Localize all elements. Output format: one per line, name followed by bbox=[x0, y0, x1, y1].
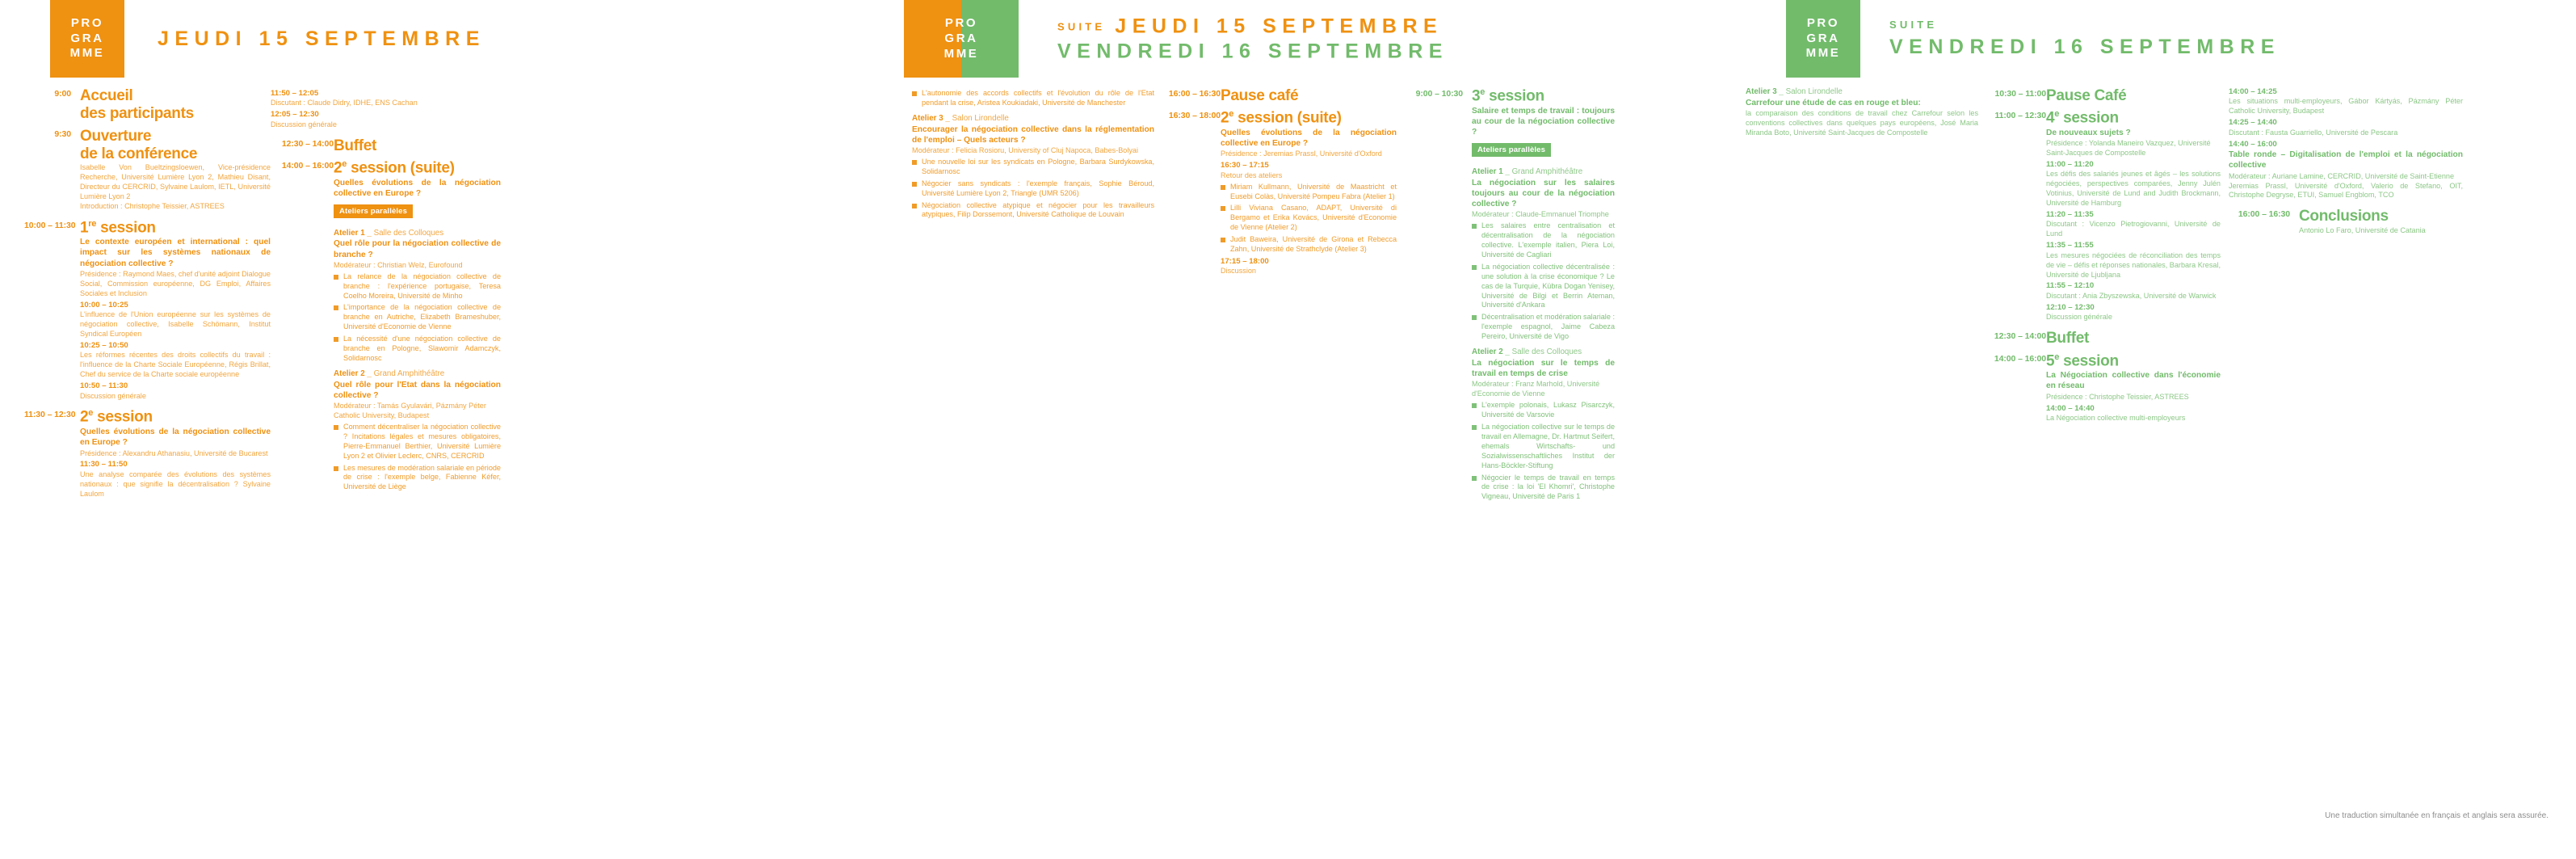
subtitle-session-5: La Négociation collective dans l'économie en réseau bbox=[2046, 371, 2221, 391]
slot-text-9: Les mesures négociées de réconciliation des temps de vie – défis et réponses nationales, Barbara Kresal, Université de Ljubljana bbox=[2046, 251, 2221, 279]
slot-time-8: 11:20 – 11:35 bbox=[2046, 210, 2094, 220]
list-item: Lilli Viviana Casano, ADAPT, Université di Bergamo et Erika Kovács, Université d'Economie de Vienne (Atelier 2) bbox=[1221, 204, 1397, 233]
title-conclusions: Conclusions bbox=[2299, 208, 2389, 225]
list-item: Judit Baweira, Université de Girona et Rebecca Zahn, Université de Strathclyde (Atelier 3) bbox=[1221, 235, 1397, 255]
slot-text-10: Discutant : Ania Zbyszewska, Université de Warwick bbox=[2046, 291, 2217, 300]
slot-time-4: 11:30 – 11:50 bbox=[80, 460, 128, 470]
entry-session-2-suite-b bbox=[1159, 109, 1397, 276]
table-ronde-speakers: Jeremias Prassl, Université d'Oxford, Valerio de Stefano, OIT, Christophe Degryse, ETUI, Samuel Engblom, TCO bbox=[2229, 181, 2463, 200]
entry-session-2-suite bbox=[271, 159, 501, 495]
thursday-continued-bullets bbox=[912, 89, 1154, 108]
time-session-3: 9:00 – 10:30 bbox=[1415, 89, 1463, 99]
time-pause-cafe-thursday: 16:00 – 16:30 bbox=[1168, 89, 1221, 99]
entry-session-3 bbox=[1405, 87, 1615, 504]
list-item: Les mesures de modération salariale en période de crise : l'exemple belge, Fabienne Kéfer, Université de Liège bbox=[334, 464, 501, 493]
title-pause-cafe-thursday: Pause café bbox=[1221, 87, 1299, 104]
table-ronde-title: Table ronde – Digitalisation de l'emploi et la négociation collective bbox=[2229, 150, 2463, 171]
logo-line-3: MME bbox=[943, 46, 979, 61]
programme-logo bbox=[1786, 0, 1860, 78]
atelier-1-bullets bbox=[334, 272, 501, 364]
friday-atelier-3-body: la comparaison des conditions de travail chez Carrefour selon les conventions collectives dans quelques pays européens, José Maria Miranda Boto, Université Saint-Jacques de Compostelle bbox=[1746, 108, 1978, 137]
presidence-session-4: Présidence : Yolanda Maneiro Vazquez, Université Saint-Jacques de Compostelle bbox=[2046, 139, 2211, 158]
translation-notice: Une traduction simultanée en français et anglais sera assurée. bbox=[2325, 811, 2549, 820]
title-session-2: 2e session bbox=[80, 408, 153, 426]
slot-time-9: 11:35 – 11:55 bbox=[2046, 241, 2094, 251]
suite-label: SUITE bbox=[1889, 18, 1938, 31]
list-item: La relance de la négociation collective de branche : l'expérience portugaise, Teresa Coelho Moreira, Université de Minho bbox=[334, 272, 501, 301]
slot-text-7: Les défis des salariés jeunes et âgés – les solutions négociées, perspectives comparées, Jenny Julén Votinius, Université de Lund and Judith Brockmann, Université de Hamburg bbox=[2046, 170, 2221, 208]
header-date-friday-suite: VENDREDI 16 SEPTEMBRE bbox=[1889, 35, 2280, 58]
friday-atelier-1-moderator: Modérateur : Claude-Emmanuel Triomphe bbox=[1472, 210, 1609, 219]
time-conclusions: 16:00 – 16:30 bbox=[2238, 209, 2290, 220]
programme-logo bbox=[50, 0, 124, 78]
list-item: Miriam Kullmann, Université de Maastricht et Eusebi Colàs, Université Pompeu Fabra (Atelier 1) bbox=[1221, 183, 1397, 202]
entry-buffet-thursday bbox=[271, 137, 501, 155]
programme-logo bbox=[904, 0, 1019, 78]
panel-thursday-friday bbox=[904, 0, 1736, 859]
subtitle-session-4: De nouveaux sujets ? bbox=[2046, 128, 2131, 137]
badge-ateliers-paralleles-2: Ateliers parallèles bbox=[1472, 143, 1551, 157]
presidence-session-5: Présidence : Christophe Teissier, ASTREES bbox=[2046, 392, 2189, 401]
list-item: Les salaires entre centralisation et décentralisation de la négociation collective. L'exemple italien, Piera Loi, Université de Cagliari bbox=[1472, 221, 1615, 260]
suite-label: SUITE bbox=[1057, 20, 1106, 33]
logo-line-1: PRO bbox=[70, 15, 104, 30]
friday-atelier-1-bullets bbox=[1472, 221, 1615, 342]
title-session-2-suite: 2e session (suite) bbox=[334, 159, 455, 177]
time-session-2: 11:30 – 12:30 bbox=[24, 410, 76, 420]
slot-time-12: 14:00 – 14:40 bbox=[2046, 403, 2095, 413]
header-title-thursday-friday bbox=[1057, 15, 1448, 64]
list-item: Décentralisation et modération salariale : l'exemple espagnol, Jaime Cabeza Pereiro, Université de Vigo bbox=[1472, 313, 1615, 342]
badge-ateliers-paralleles-1: Ateliers parallèles bbox=[334, 204, 413, 218]
header-date-thursday: JEUDI 15 SEPTEMBRE bbox=[158, 27, 485, 50]
friday-atelier-2-head: Atelier 2 _ Salle des Colloques bbox=[1472, 347, 1582, 357]
logo-line-2: GRA bbox=[1806, 31, 1840, 45]
slot-text-3: Discussion générale bbox=[80, 391, 146, 400]
atelier-3-moderator: Modérateur : Felicia Rosioru, University of Cluj Napoca, Babes-Bolyai bbox=[912, 146, 1139, 155]
time-session-2-suite: 14:00 – 16:00 bbox=[281, 161, 334, 171]
slot-text-4: Une analyse comparée des évolutions des systèmes nationaux : que signifie la décentralisation ? Sylvaine Laulom bbox=[80, 470, 271, 498]
header-date-thursday-suite: SUITE JEUDI 15 SEPTEMBRE bbox=[1057, 15, 1443, 38]
list-item: L'autonomie des accords collectifs et l'évolution du rôle de l'Etat pendant la crise, Aristea Koukiadaki, Université de Manchester bbox=[912, 89, 1154, 108]
title-ouverture-line2: de la conférence bbox=[80, 145, 198, 162]
slot-time-retour: 16:30 – 17:15 bbox=[1221, 161, 1269, 171]
list-item: Comment décentraliser la négociation collective ? Incitations légales et mesures obligatoires, Pierre-Emmanuel Berthier, Université Lumière Lyon 2 et Olivier Leclerc, CNRS, CERCRID bbox=[334, 423, 501, 461]
list-item: Négociation collective atypique et négocier pour les travailleurs atypiques, Filip Dorssemont, Université Catholique de Louvain bbox=[912, 201, 1154, 221]
subtitle-session-3: Salaire et temps de travail : toujours au cour de la négociation collective ? bbox=[1472, 106, 1615, 137]
time-session-1: 10:00 – 11:30 bbox=[24, 220, 76, 230]
panel-friday bbox=[1736, 0, 2576, 859]
atelier-1-title: Quel rôle pour la négociation collective de branche ? bbox=[334, 239, 501, 259]
subtitle-session-2-suite-b: Quelles évolutions de la négociation collective en Europe ? bbox=[1221, 128, 1397, 149]
atelier-1-head: Atelier 1 _ Salle des Colloques bbox=[334, 228, 444, 238]
panel-thursday bbox=[0, 0, 904, 859]
slot-text-8: Discutant : Vicenzo Pietrogiovanni, Université de Lund bbox=[2046, 220, 2221, 238]
title-session-3: 3e session bbox=[1472, 87, 1544, 105]
slot-text-14: Discutant : Fausta Guarriello, Université de Pescara bbox=[2229, 128, 2398, 137]
list-item: La nécessité d'une négociation collective de branche en Pologne, Slawomir Adamczyk, Solidarnosc bbox=[334, 335, 501, 364]
friday-atelier-2-bullets bbox=[1472, 401, 1615, 502]
slot-time-10: 11:55 – 12:10 bbox=[2046, 281, 2095, 291]
entry-session-2 bbox=[24, 408, 271, 499]
friday-atelier-2-title: La négociation sur le temps de travail en temps de crise bbox=[1472, 358, 1615, 379]
time-ouverture: 9:30 bbox=[54, 128, 71, 139]
list-item: L'importance de la négociation collective de branche en Autriche, Elizabeth Brameshuber, Université d'Economie de Vienne bbox=[334, 303, 501, 332]
table-ronde-moderator: Modérateur : Auriane Lamine, CERCRID, Université de Saint-Etienne bbox=[2229, 171, 2455, 180]
list-item: L'exemple polonais, Lukasz Pisarczyk, Université de Varsovie bbox=[1472, 401, 1615, 420]
friday-atelier-1-head: Atelier 1 _ Grand Amphithéâtre bbox=[1472, 166, 1583, 176]
header-title-thursday bbox=[158, 27, 485, 52]
slot-time-1: 10:00 – 10:25 bbox=[80, 300, 128, 309]
list-item: La négociation collective décentralisée : une solution à la crise économique ? Le cas de la Turquie, Kübra Dogan Yenisey, Université de Bilgi et Berrin Ateman, Université d'Ankara bbox=[1472, 263, 1615, 311]
subtitle-session-2-suite: Quelles évolutions de la négociation collective en Europe ? bbox=[334, 178, 501, 198]
slot-time-14: 14:25 – 14:40 bbox=[2229, 118, 2277, 128]
list-item: Une nouvelle loi sur les syndicats en Pologne, Barbara Surdykowska, Solidarnosc bbox=[912, 158, 1154, 177]
subtitle-session-1: Le contexte européen et international : quel impact sur les systèmes nationaux de négociation collective ? bbox=[80, 238, 271, 268]
logo-line-1: PRO bbox=[1806, 15, 1840, 30]
entry-session-5 bbox=[1985, 352, 2221, 423]
slot-time-13: 14:00 – 14:25 bbox=[2229, 87, 2277, 96]
column-8 bbox=[2221, 87, 2463, 423]
columns-thursday-friday bbox=[904, 78, 1736, 504]
time-session-5: 14:00 – 16:00 bbox=[1994, 353, 2046, 364]
column-5 bbox=[1397, 87, 1615, 504]
logo-line-2: GRA bbox=[70, 31, 104, 45]
title-accueil-line2: des participants bbox=[80, 105, 194, 123]
title-session-2-suite-b: 2e session (suite) bbox=[1221, 109, 1342, 127]
title-session-4: 4e session bbox=[2046, 109, 2119, 127]
slot-text-12: La Négociation collective multi-employeurs bbox=[2046, 413, 2186, 422]
title-pause-cafe-friday: Pause Café bbox=[2046, 87, 2127, 104]
column-6 bbox=[1736, 87, 1978, 423]
logo-line-2: GRA bbox=[944, 31, 978, 45]
columns-thursday bbox=[0, 78, 904, 499]
entry-accueil bbox=[24, 87, 271, 124]
friday-atelier-3-title: Carrefour une étude de cas en rouge et bleu: bbox=[1746, 98, 1921, 107]
title-session-1: 1re session bbox=[80, 218, 156, 236]
column-4 bbox=[1154, 87, 1397, 504]
atelier-1-moderator: Modérateur : Christian Welz, Eurofound bbox=[334, 260, 463, 269]
list-item: Négocier le temps de travail en temps de crise : la loi 'El Khomri', Christophe Vigneau, Université de Paris 1 bbox=[1472, 474, 1615, 503]
time-buffet-friday: 12:30 – 14:00 bbox=[1994, 331, 2046, 342]
ouverture-intro: Introduction : Christophe Teissier, ASTREES bbox=[80, 201, 225, 210]
column-1 bbox=[0, 87, 271, 499]
list-item: La négociation collective sur le temps de travail en Allemagne, Dr. Hartmut Seifert, ehemals Wirtschafts- und Sozialwissenschaftliches Institut der Hans-Böckler-Stiftung bbox=[1472, 423, 1615, 471]
presidence-session-2-suite-b: Présidence : Jeremias Prassl, Université d'Oxford bbox=[1221, 149, 1382, 158]
friday-atelier-1-title: La négociation sur les salaires toujours au cour de la négociation collective ? bbox=[1472, 178, 1615, 209]
ouverture-speakers: Isabelle Von Bueltzingsloewen, Vice-présidence Recherche, Université Lumière Lyon 2, Mathieu Disant, Directeur du CERCRID, Sylvaine Laulom, IETL, Université Lumière Lyon 2 bbox=[80, 163, 271, 200]
friday-atelier-3-head: Atelier 3 _ Salon Lirondelle bbox=[1746, 87, 1843, 96]
slot-time-5: 11:50 – 12:05 bbox=[271, 89, 319, 98]
column-3 bbox=[904, 87, 1154, 504]
slot-text-retour: Retour des ateliers bbox=[1221, 171, 1283, 179]
slot-time-discussion: 17:15 – 18:00 bbox=[1221, 256, 1269, 266]
title-session-5: 5e session bbox=[2046, 352, 2119, 369]
entry-pause-cafe-friday bbox=[1985, 87, 2221, 105]
title-accueil-line1: Accueil bbox=[80, 87, 133, 104]
slot-time-6: 12:05 – 12:30 bbox=[271, 110, 319, 120]
presidence-session-1: Présidence : Raymond Maes, chef d'unité adjoint Dialogue Social, Commission européenne, DG Emploi, Affaires Sociales et Inclusion bbox=[80, 269, 271, 297]
slot-text-discussion: Discussion bbox=[1221, 267, 1256, 276]
panel-header-friday bbox=[1736, 0, 2576, 78]
atelier-2-title: Quel rôle pour l'Etat dans la négociation collective ? bbox=[334, 380, 501, 400]
atelier-3-head: Atelier 3 _ Salon Lirondelle bbox=[912, 113, 1009, 123]
time-pause-cafe-friday: 10:30 – 11:00 bbox=[1994, 89, 2046, 99]
column-7 bbox=[1978, 87, 2221, 423]
slot-text-5: Discutant : Claude Didry, IDHE, ENS Cachan bbox=[271, 99, 418, 107]
panel-header-thursday bbox=[0, 0, 904, 78]
title-buffet-friday: Buffet bbox=[2046, 330, 2090, 347]
conclusions-speaker: Antonio Lo Faro, Université de Catania bbox=[2299, 225, 2426, 234]
logo-line-3: MME bbox=[1805, 46, 1841, 61]
list-item: Négocier sans syndicats : l'exemple français, Sophie Béroud, Université Lumière Lyon 2, Triangle (UMR 5206) bbox=[912, 179, 1154, 199]
time-session-4: 11:00 – 12:30 bbox=[1994, 111, 2046, 121]
slot-time-7: 11:00 – 11:20 bbox=[2046, 159, 2094, 169]
entry-session-4 bbox=[1985, 109, 2221, 322]
atelier-3-bullets bbox=[912, 158, 1154, 220]
entry-buffet-friday bbox=[1985, 330, 2221, 347]
slot-text-1: L'influence de l'Union européenne sur les systèmes de négociation collective, Isabelle Schömann, Institut Syndical Européen bbox=[80, 310, 271, 338]
atelier-2-moderator: Modérateur : Tamás Gyulavári, Pázmány Péter Catholic University, Budapest bbox=[334, 402, 486, 420]
header-date-friday: VENDREDI 16 SEPTEMBRE bbox=[1057, 40, 1448, 62]
presidence-session-2: Présidence : Alexandru Athanasiu, Université de Bucarest bbox=[80, 448, 268, 457]
slot-time-3: 10:50 – 11:30 bbox=[80, 381, 128, 391]
time-accueil: 9:00 bbox=[54, 89, 71, 99]
entry-pause-cafe-thursday bbox=[1159, 87, 1397, 105]
subtitle-session-2: Quelles évolutions de la négociation collective en Europe ? bbox=[80, 427, 271, 448]
slot-text-2: Les réformes récentes des droits collectifs du travail : l'influence de la Charte Sociale Européenne, Régis Brillat, Chef du service de la Charte sociale européenne bbox=[80, 351, 271, 379]
atelier-2-head: Atelier 2 _ Grand Amphithéâtre bbox=[334, 368, 445, 378]
entry-ouverture bbox=[24, 128, 271, 212]
header-title-friday bbox=[1889, 19, 2280, 59]
logo-line-1: PRO bbox=[944, 15, 978, 30]
slot-time-11: 12:10 – 12:30 bbox=[2046, 302, 2095, 312]
atelier-3-title: Encourager la négociation collective dans la réglementation de l'emploi – Quels acteurs ? bbox=[912, 124, 1154, 145]
entry-session-1 bbox=[24, 219, 271, 402]
slot-time-15: 14:40 – 16:00 bbox=[2229, 139, 2277, 149]
panel-header-thursday-friday bbox=[904, 0, 1736, 78]
retour-ateliers-bullets bbox=[1221, 183, 1397, 255]
entry-conclusions bbox=[2229, 208, 2463, 235]
atelier-2-bullets bbox=[334, 423, 501, 492]
columns-friday bbox=[1736, 78, 2576, 423]
title-ouverture-line1: Ouverture bbox=[80, 127, 152, 145]
time-session-2-suite-b: 16:30 – 18:00 bbox=[1168, 111, 1221, 121]
slot-text-13: Les situations multi-employeurs, Gábor Kártyás, Pázmány Péter Catholic University, Budapest bbox=[2229, 97, 2463, 116]
friday-atelier-2-moderator: Modérateur : Franz Marhold, Université d'Economie de Vienne bbox=[1472, 380, 1600, 398]
logo-line-3: MME bbox=[69, 46, 105, 61]
title-buffet-thursday: Buffet bbox=[334, 137, 377, 154]
column-2 bbox=[271, 87, 501, 499]
slot-text-6: Discussion générale bbox=[271, 120, 337, 128]
slot-text-11: Discussion générale bbox=[2046, 313, 2112, 322]
time-buffet-thursday: 12:30 – 14:00 bbox=[281, 138, 334, 149]
slot-time-2: 10:25 – 10:50 bbox=[80, 340, 128, 350]
